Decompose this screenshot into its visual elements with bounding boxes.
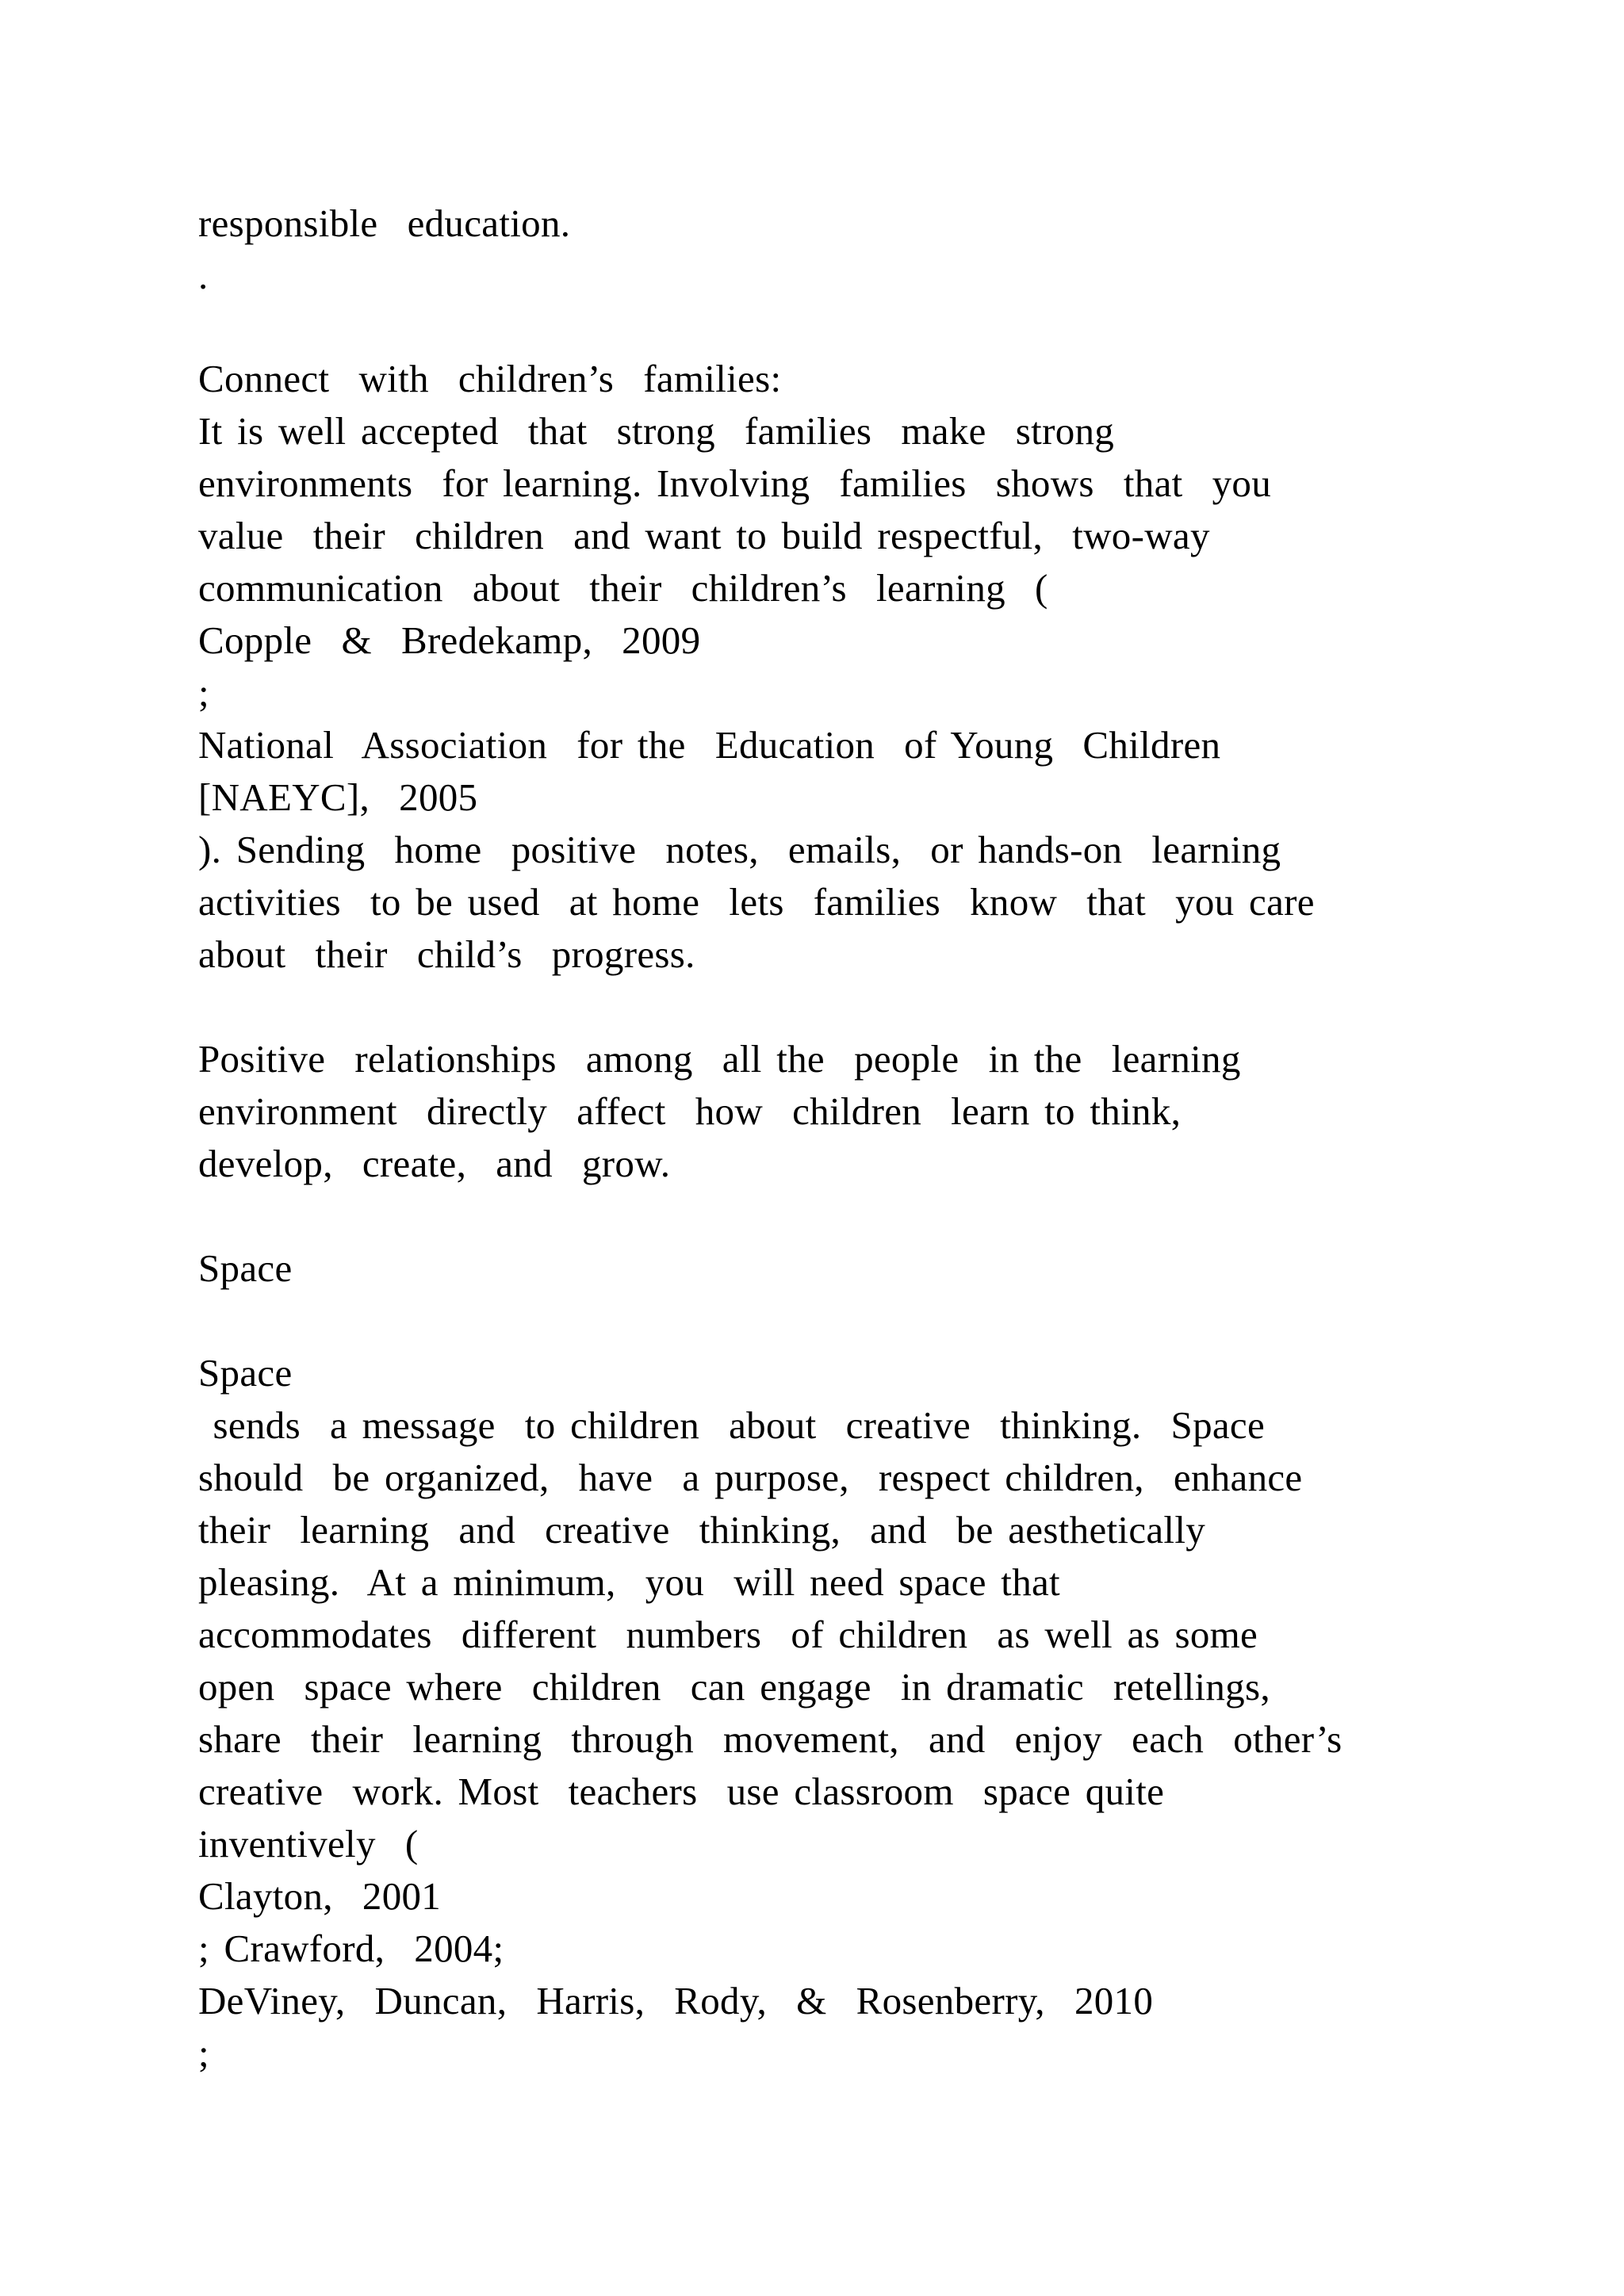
text-line: their learning and creative thinking, and be aesthetically (198, 1508, 1206, 1552)
text-line: accommodates different numbers of children as well as some (198, 1613, 1258, 1656)
text-line: inventively ( (198, 1822, 419, 1866)
section-heading: Space (198, 1246, 293, 1290)
text-line: Space (198, 1351, 293, 1395)
text-line: should be organized, have a purpose, respect children, enhance (198, 1456, 1303, 1499)
text-line: about their child’s progress. (198, 932, 695, 976)
text-line: responsible education. (198, 201, 571, 245)
text-line: open space where children can engage in dramatic retellings, (198, 1665, 1270, 1709)
text-line: It is well accepted that strong families make strong (198, 409, 1115, 453)
text-line: ; (198, 2031, 209, 2075)
citation-line: [NAEYC], 2005 (198, 775, 478, 819)
text-line: sends a message to children about creative thinking. Space (198, 1403, 1266, 1447)
text-line: communication about their children’s learning ( (198, 566, 1048, 610)
citation-line: National Association for the Education of Young Children (198, 723, 1221, 767)
text-line: develop, create, and grow. (198, 1142, 671, 1185)
citation-line: Copple & Bredekamp, 2009 (198, 618, 701, 662)
citation-line: ; Crawford, 2004; (198, 1927, 504, 1970)
text-line: activities to be used at home lets families know that you care (198, 880, 1315, 924)
citation-line: DeViney, Duncan, Harris, Rody, & Rosenberry, 2010 (198, 1979, 1154, 2022)
text-line: pleasing. At a minimum, you will need space that (198, 1560, 1060, 1604)
text-line: share their learning through movement, and enjoy each other’s (198, 1717, 1342, 1761)
text-line: environment directly affect how children learn to think, (198, 1089, 1182, 1133)
text-line: . (198, 254, 209, 297)
text-line: ; (198, 671, 209, 714)
text-line: Positive relationships among all the people in the learning (198, 1037, 1241, 1081)
text-line: environments for learning. Involving families shows that you (198, 461, 1272, 505)
citation-line: Clayton, 2001 (198, 1874, 442, 1918)
text-line: ). Sending home positive notes, emails, or hands-on learning (198, 828, 1281, 871)
text-line: value their children and want to build respectful, two-way (198, 514, 1210, 557)
text-line: creative work. Most teachers use classroom space quite (198, 1770, 1165, 1813)
section-heading: Connect with children’s families: (198, 357, 782, 400)
